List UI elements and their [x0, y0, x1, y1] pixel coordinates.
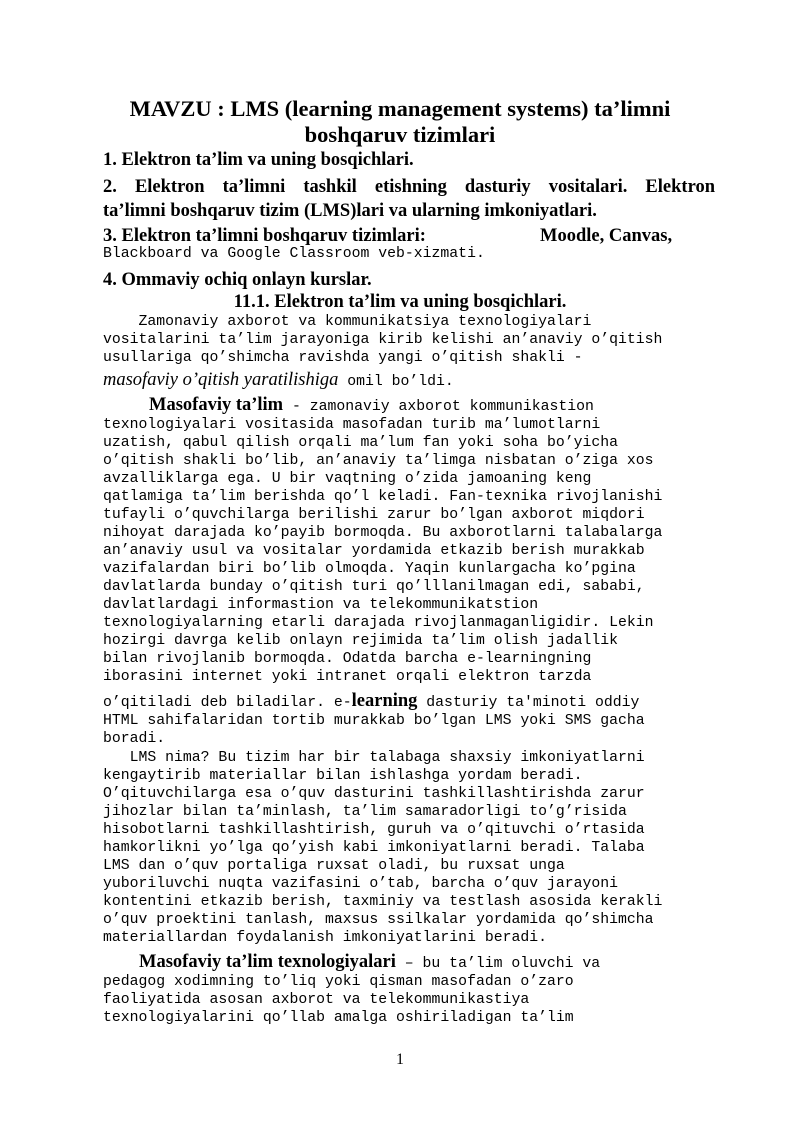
paragraph-line: texnologiyalari vositasida masofadan turib ma’lumotlarni	[103, 417, 601, 433]
outline-item-3-continuation: Blackboard va Google Classroom veb-xizmati.	[103, 246, 485, 262]
paragraph-line: uzatish, qabul qilish orqali ma’lum fan yoki soha bo’yicha	[103, 435, 619, 451]
paragraph-line: an’anaviy usul va vositalar yordamida etkazib berish murakkab	[103, 543, 645, 559]
paragraph-line: O’qituvchilarga esa o’quv dasturini tashkillashtirishda zarur	[103, 786, 645, 802]
paragraph-line: boradi.	[103, 731, 166, 747]
term-masofaviy-talim-texnologiyalari: Masofaviy ta’lim texnologiyalari	[139, 952, 396, 972]
paragraph-line: jihozlar bilan ta’minlash, ta’lim samaradorligi to’g’risida	[103, 804, 627, 820]
paragraph-line: LMS dan o’quv portaliga ruxsat oladi, bu ruxsat unga	[103, 858, 565, 874]
outline-item-3-title: 3. Elektron ta’limni boshqaruv tizimlari:	[103, 226, 426, 246]
term-learning: learning	[351, 691, 418, 711]
paragraph-line: faoliyatida asosan axborot va telekommunikastiya	[103, 992, 530, 1008]
paragraph-line: nihoyat darajada ko’payib bormoqda. Bu axborotlarni talabalarga	[103, 525, 663, 541]
paragraph-line: bilan rivojlanib bormoqda. Odatda barcha e-learningning	[103, 651, 592, 667]
paragraph-line: Zamonaviy axborot va kommunikatsiya texnologiyalari	[103, 314, 592, 330]
page-title-line-1: MAVZU : LMS (learning management systems) ta’limni	[129, 96, 671, 121]
paragraph-line: hisobotlarni tashkillashtirish, guruh va o’qituvchi o’rtasida	[103, 822, 645, 838]
paragraph-line: iborasini internet yoki intranet orqali elektron tarzda	[103, 669, 592, 685]
line-tail: dasturiy ta'minoti oddiy	[417, 695, 640, 711]
outline-item-2-line-1: 2. Elektron ta’limni tashkil etishning dasturiy vositalari. Elektron	[103, 177, 715, 197]
paragraph-line: davlatlarda bunday o’qitish turi qo’lllanilmagan edi, sababi,	[103, 579, 645, 595]
paragraph-line: materiallardan foydalanish imkoniyatlarini beradi.	[103, 930, 547, 946]
paragraph-line: kontentini etkazib berish, taxminiy va testlash asosida kerakli	[103, 894, 663, 910]
paragraph-line: avzalliklarga ega. U bir vaqtning o’zida jamoaning keng	[103, 471, 592, 487]
page-number: 1	[396, 1051, 404, 1068]
paragraph-line: tufayli o’quvchilarga berilishi zarur bo’lgan axborot miqdori	[103, 507, 645, 523]
paragraph-line: o’quv proektini tanlash, maxsus ssilkalar yordamida qo’shimcha	[103, 912, 654, 928]
paragraph-line: hozirgi davrga kelib onlayn rejimida ta’lim olish jadallik	[103, 633, 619, 649]
line-tail: - zamonaviy axborot kommunikastion	[283, 399, 594, 415]
outline-item-4: 4. Ommaviy ochiq onlayn kurslar.	[103, 270, 372, 290]
paragraph-line	[149, 396, 594, 416]
paragraph-line: yuboriluvchi nuqta vazifasini o’tab, barcha o’quv jarayoni	[103, 876, 619, 892]
paragraph-line: qatlamiga ta’lim berishda qo’l keladi. Fan-texnika rivojlanishi	[103, 489, 663, 505]
paragraph-line: texnologiyalarning etarli darajada rivojlanmaganligidir. Lekin	[103, 615, 654, 631]
line-tail: omil bo’ldi.	[338, 374, 454, 390]
paragraph-line: kengaytirib materiallar bilan ishlashga yordam beradi.	[103, 768, 583, 784]
term-masofaviy-talim: Masofaviy ta’lim	[149, 395, 284, 415]
line-head: o’qitiladi deb biladilar. e-	[103, 695, 352, 711]
paragraph-line	[139, 953, 600, 973]
paragraph-line: HTML sahifalaridan tortib murakkab bo’lgan LMS yoki SMS gacha	[103, 713, 645, 729]
outline-item-1: 1. Elektron ta’lim va uning bosqichlari.	[103, 150, 414, 170]
outline-item-3-platforms: Moodle, Canvas,	[540, 226, 673, 246]
italic-phrase: masofaviy o’qitish yaratilishiga	[103, 370, 339, 390]
paragraph-line: pedagog xodimning to’liq yoki qisman masofadan o’zaro	[103, 974, 574, 990]
paragraph-line	[103, 371, 454, 391]
paragraph-line: LMS nima? Bu tizim har bir talabaga shaxsiy imkoniyatlarni	[103, 750, 645, 766]
section-heading: 11.1. Elektron ta’lim va uning bosqichlari.	[233, 292, 567, 312]
paragraph-line: vazifalardan biri bo’lib olmoqda. Yaqin kunlargacha ko’pgina	[103, 561, 636, 577]
paragraph-line: hamkorlikni yo’lga qo’yish kabi imkoniyatlarni beradi. Talaba	[103, 840, 645, 856]
page-title-line-2: boshqaruv tizimlari	[304, 122, 496, 147]
paragraph-line: o’qitish shakli bo’lib, an’anaviy ta’limga nisbatan o’ziga xos	[103, 453, 654, 469]
paragraph-line: usullariga qo’shimcha ravishda yangi o’qitish shakli -	[103, 350, 583, 366]
paragraph-line: vositalarini ta’lim jarayoniga kirib kelishi an’anaviy o’qitish	[103, 332, 663, 348]
paragraph-line: texnologiyalarini qo’llab amalga oshiriladigan ta’lim	[103, 1010, 574, 1026]
line-tail: – bu ta’lim oluvchi va	[395, 956, 601, 972]
paragraph-line: davlatlardagi informastion va telekommunikatstion	[103, 597, 539, 613]
paragraph-line	[103, 692, 639, 712]
page-title	[100, 96, 700, 148]
outline-item-2-line-2: ta’limni boshqaruv tizim (LMS)lari va ularning imkoniyatlari.	[103, 201, 597, 221]
